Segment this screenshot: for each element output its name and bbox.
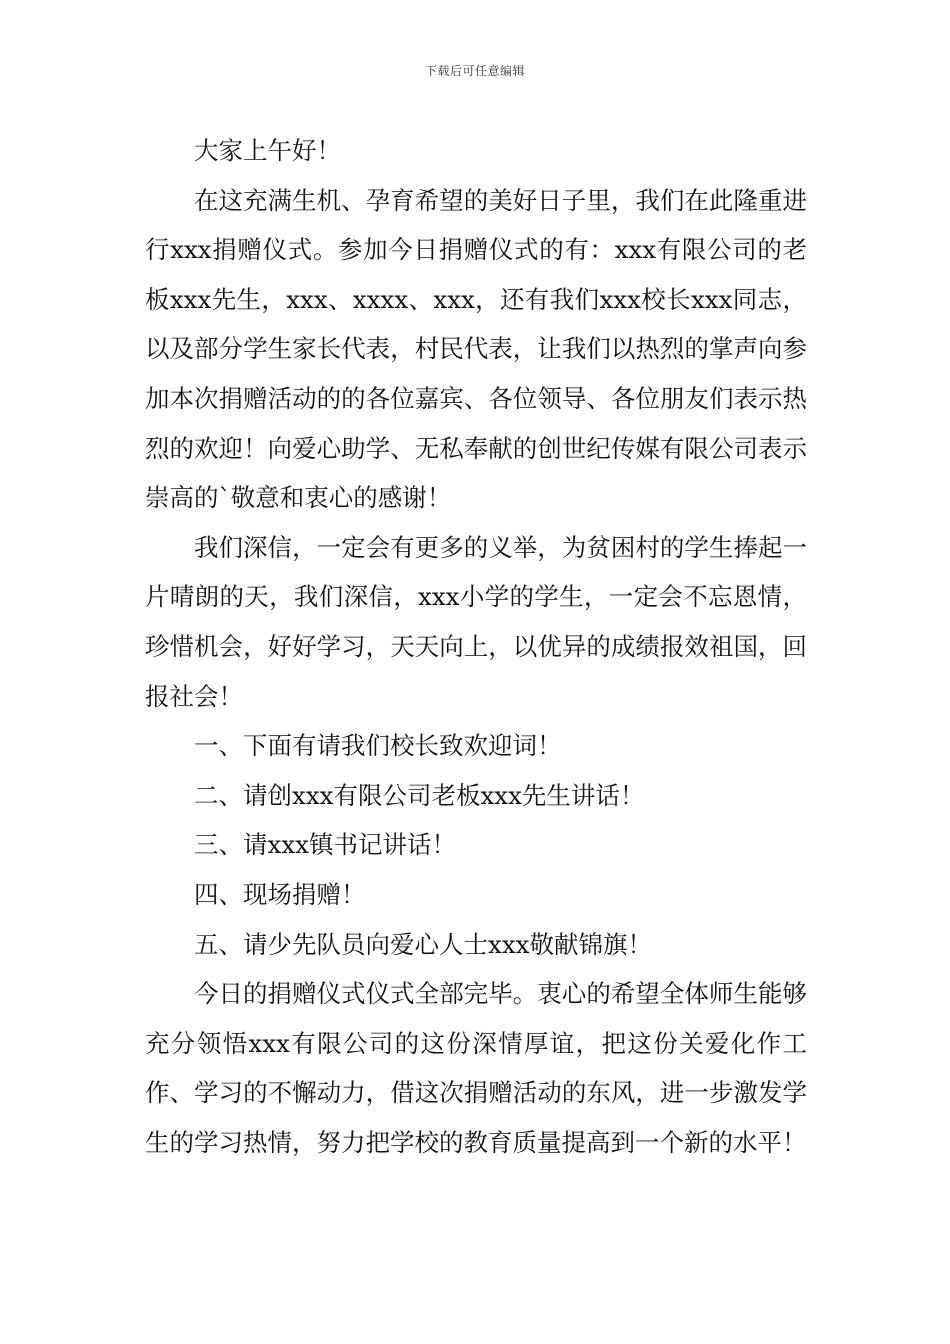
agenda-item-5: 五、请少先队员向爱心人士xxx敬献锦旗！ [194,929,652,959]
agenda-item-2: 二、请创xxx有限公司老板xxx先生讲话！ [194,780,645,810]
paragraph-intro: 在这充满生机、孕育希望的美好日子里，我们在此隆重进行xxx捐赠仪式。参加今日捐赠仪式的有：xxx有限公司的老板xxx先生，xxx、xxxx、xxx，还有我们xxx校长xxx同志，以及部分学生家长代表，村民代表，让我们以热烈的掌声向参加本次捐赠活动的的各位嘉宾、各位领导、各位朋友们表示热烈的欢迎！向爱心助学、无私奉献的创世纪传媒有限公司表示崇高的`敬意和衷心的感谢！ [145,185,807,513]
agenda-item-1: 一、下面有请我们校长致欢迎词！ [194,731,562,761]
paragraph-closing: 今日的捐赠仪式仪式全部完毕。衷心的希望全体师生能够充分领悟xxx有限公司的这份深情厚谊，把这份关爱化作工作、学习的不懈动力，借这次捐赠活动的东风，进一步激发学生的学习热情，努力把学校的教育质量提高到一个新的水平！ [145,979,807,1157]
document-body [145,126,807,1167]
agenda-item-3: 三、请xxx镇书记讲话！ [194,830,456,860]
agenda-item-4: 四、现场捐赠！ [194,879,366,909]
paragraph-greeting: 大家上午好！ [194,136,341,165]
page-header: 下载后可任意编辑 [424,64,525,78]
paragraph-belief: 我们深信，一定会有更多的义举，为贫困村的学生捧起一片晴朗的天，我们深信，xxx小学的学生，一定会不忘恩情，珍惜机会，好好学习，天天向上，以优异的成绩报效祖国，回报社会！ [145,532,807,711]
